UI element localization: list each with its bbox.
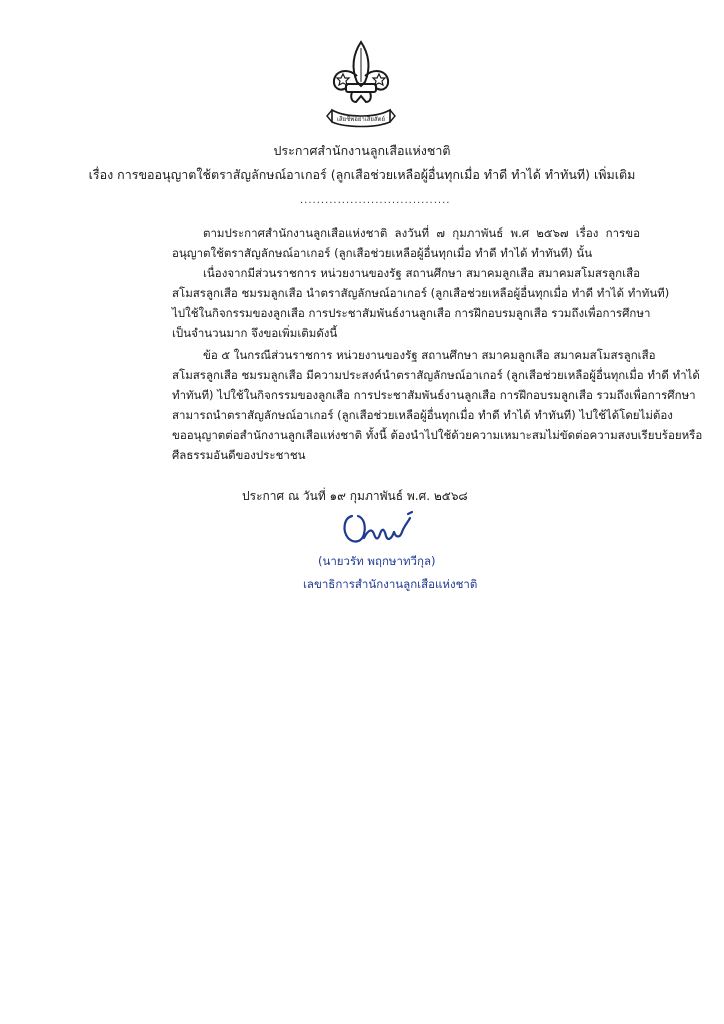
paragraph-3-line: สโมสรลูกเสือ ชมรมลูกเสือ มีความประสงค์นำตราสัญลักษณ์อาเกอร์ (ลูกเสือช่วยเหลือผู้อื่นทุกเมื่อ ทำดี ทำได้ bbox=[172, 368, 700, 382]
paragraph-2-line: สโมสรลูกเสือ ชมรมลูกเสือ นำตราสัญลักษณ์อาเกอร์ (ลูกเสือช่วยเหลือผู้อื่นทุกเมื่อ ทำดี ทำได้ ทำทันที) bbox=[172, 286, 670, 300]
paragraph-2-line: เนื่องจากมีส่วนราชการ หน่วยงานของรัฐ สถานศึกษา สมาคมลูกเสือ สมาคมสโมสรลูกเสือ bbox=[203, 266, 640, 280]
signatory-position: เลขาธิการสำนักงานลูกเสือแห่งชาติ bbox=[303, 577, 478, 591]
announcement-subject: เรื่อง การขออนุญาตใช้ตราสัญลักษณ์อาเกอร์ (ลูกเสือช่วยเหลือผู้อื่นทุกเมื่อ ทำดี ทำได้ ทำทันที) เพิ่มเติม bbox=[88, 167, 636, 182]
paragraph-3-line: ขออนุญาตต่อสำนักงานลูกเสือแห่งชาติ ทั้งนี้ ต้องนำไปใช้ด้วยความเหมาะสมไม่ขัดต่อความสงบเรียบร้อยหรือ bbox=[172, 428, 703, 442]
signature-mark-icon bbox=[338, 508, 416, 550]
announcement-date: ประกาศ ณ วันที่ ๑๙ กุมภาพันธ์ พ.ศ. ๒๕๖๘ bbox=[242, 489, 468, 503]
paragraph-1-line: อนุญาตใช้ตราสัญลักษณ์อาเกอร์ (ลูกเสือช่วยเหลือผู้อื่นทุกเมื่อ ทำดี ทำได้ ทำทันที) นั้น bbox=[172, 246, 593, 260]
paragraph-1-line: ตามประกาศสำนักงานลูกเสือแห่งชาติ ลงวันที่ ๗ กุมภาพันธ์ พ.ศ ๒๕๖๗ เรื่อง การขอ bbox=[203, 226, 640, 240]
paragraph-2-line: ไปใช้ในกิจกรรมของลูกเสือ การประชาสัมพันธ์งานลูกเสือ การฝึกอบรมลูกเสือ รวมถึงเพื่อการศึกษา bbox=[172, 306, 651, 320]
paragraph-3-line: ทำทันที) ไปใช้ในกิจกรรมของลูกเสือ การประชาสัมพันธ์งานลูกเสือ การฝึกอบรมลูกเสือ รวมถึงเพื่อการศึกษา bbox=[172, 388, 696, 402]
signatory-name: (นายวรัท พฤกษาทวีกุล) bbox=[318, 554, 436, 568]
paragraph-3-line: ศีลธรรมอันดีของประชาชน bbox=[172, 448, 306, 462]
paragraph-2-line: เป็นจำนวนมาก จึงขอเพิ่มเติมดังนี้ bbox=[172, 326, 338, 340]
announcement-title: ประกาศสำนักงานลูกเสือแห่งชาติ bbox=[273, 143, 451, 158]
title-divider: .................................... bbox=[300, 195, 451, 206]
paragraph-3-line: สามารถนำตราสัญลักษณ์อาเกอร์ (ลูกเสือช่วยเหลือผู้อื่นทุกเมื่อ ทำดี ทำได้ ทำทันที) ไปใช้ได้โดยไม่ต้อง bbox=[172, 408, 673, 422]
emblem-ribbon-text: เสียชีพอย่าเสียสัตย์ bbox=[336, 116, 386, 123]
paragraph-3-line: ข้อ ๕ ในกรณีส่วนราชการ หน่วยงานของรัฐ สถานศึกษา สมาคมลูกเสือ สมาคมสโมสรลูกเสือ bbox=[203, 348, 656, 362]
scout-emblem-icon bbox=[326, 38, 396, 130]
